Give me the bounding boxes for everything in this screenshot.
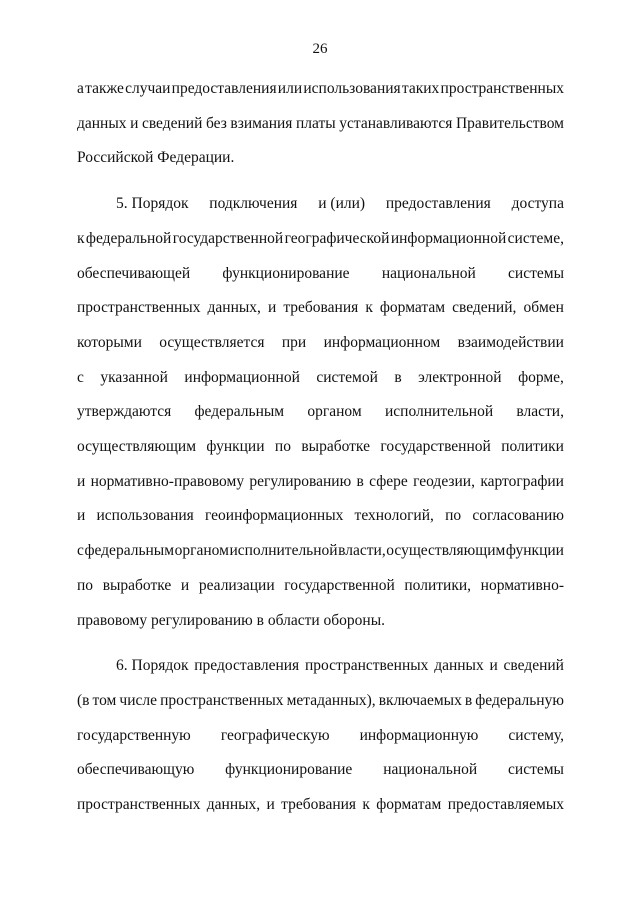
- text-line: [77, 368, 564, 388]
- word: числе: [119, 691, 158, 709]
- word: системы: [508, 264, 564, 282]
- word: информационном: [323, 333, 441, 351]
- word: государственной: [284, 576, 395, 594]
- text-line: [77, 726, 564, 746]
- word: картографии: [480, 472, 564, 490]
- text-line: [77, 264, 564, 284]
- text-line: [77, 541, 564, 561]
- word: сведений,: [452, 299, 517, 317]
- word: правовому: [77, 611, 148, 629]
- word: взаимодействии: [457, 333, 564, 351]
- word: а: [77, 80, 84, 97]
- word: политики: [501, 438, 564, 455]
- word: пространственных: [440, 80, 564, 97]
- word: области: [267, 611, 320, 629]
- word: с: [77, 542, 84, 560]
- word: Правительством: [455, 114, 564, 132]
- word: к: [365, 299, 373, 317]
- word: функции: [206, 438, 265, 455]
- word: сведений: [503, 657, 564, 675]
- word: функционирование: [222, 264, 350, 282]
- word: включаемых: [378, 691, 462, 709]
- word: государственной: [172, 229, 284, 247]
- word: подключения: [209, 195, 298, 213]
- word: в: [256, 611, 264, 629]
- word: пространственных: [77, 299, 201, 317]
- word: использования: [303, 80, 401, 97]
- word: и: [267, 299, 277, 317]
- word: системы: [508, 761, 564, 779]
- text-line: [116, 194, 564, 214]
- word: по: [445, 507, 462, 525]
- word: технологий,: [354, 507, 434, 525]
- word: и: [77, 472, 86, 490]
- word: в: [394, 368, 402, 386]
- word: предоставляемых: [447, 796, 564, 813]
- word: сведений: [141, 114, 203, 132]
- word: указанной: [100, 368, 168, 386]
- word: осуществляющим: [386, 542, 506, 560]
- word: по: [274, 438, 291, 455]
- text-line: [77, 114, 564, 134]
- word: электронной: [418, 368, 502, 386]
- word: без: [205, 114, 227, 132]
- word: требования: [281, 796, 357, 813]
- text-line: [77, 298, 564, 318]
- word: платы: [296, 114, 336, 132]
- word: обмен: [523, 299, 564, 317]
- word: федеральным: [84, 542, 175, 560]
- word: предоставления: [385, 195, 491, 213]
- word: форме,: [518, 368, 564, 386]
- word: форматам: [379, 299, 446, 317]
- word: в: [464, 691, 473, 709]
- word: пространственных: [160, 691, 284, 709]
- word: предоставления: [194, 657, 300, 675]
- word: и: [130, 114, 139, 132]
- text-line: [77, 691, 564, 711]
- word: 6. Порядок: [116, 657, 189, 675]
- word: географической: [284, 229, 390, 247]
- word: функции: [505, 542, 564, 560]
- word: в: [356, 472, 364, 490]
- word: взимания: [230, 114, 293, 132]
- word: географическую: [220, 726, 330, 744]
- word: нормативно-правовому: [90, 472, 245, 490]
- word: и: [180, 576, 190, 594]
- page-number: 26: [312, 41, 328, 57]
- word: информационной: [184, 368, 300, 386]
- word: случаи: [125, 80, 171, 97]
- word: Российской: [77, 149, 154, 167]
- word: требования: [283, 299, 359, 317]
- word: государственной: [380, 438, 491, 455]
- word: метаданных),: [286, 691, 376, 709]
- word: нормативно-: [480, 576, 564, 594]
- word: регулированию: [151, 611, 253, 629]
- word: обеспечивающей: [77, 264, 191, 282]
- word: обороны.: [323, 611, 386, 629]
- word: выработке: [301, 438, 370, 455]
- word: геодезии,: [413, 472, 475, 490]
- word: государственную: [77, 726, 191, 744]
- text-line: [77, 79, 564, 99]
- text-line: [77, 437, 564, 457]
- word: при: [281, 333, 307, 351]
- word: информационную: [359, 726, 479, 744]
- text-line: [77, 611, 564, 631]
- text-line: [77, 506, 564, 526]
- text-line: [77, 576, 564, 596]
- word: и: [77, 507, 86, 525]
- word: пространственных: [77, 796, 201, 813]
- word: федеральную: [475, 691, 564, 709]
- word: использования: [96, 507, 194, 525]
- word: функционирование: [225, 761, 353, 779]
- word: согласованию: [472, 507, 564, 525]
- word: с: [77, 368, 84, 386]
- word: национальной: [381, 264, 476, 282]
- word: также: [85, 80, 124, 97]
- word: к: [362, 796, 370, 813]
- word: федеральной: [85, 229, 172, 247]
- word: доступа: [511, 195, 564, 213]
- word: или: [277, 80, 303, 97]
- word: осуществляющим: [77, 438, 197, 455]
- text-line: [77, 472, 564, 492]
- word: данных: [77, 114, 127, 132]
- word: предоставления: [171, 80, 277, 97]
- word: и (или): [318, 195, 366, 213]
- word: таких: [401, 80, 440, 97]
- word: органом: [174, 542, 229, 560]
- word: Федерации.: [157, 149, 235, 167]
- word: исполнительной: [384, 403, 494, 421]
- word: реализации: [198, 576, 275, 594]
- word: 5. Порядок: [116, 195, 189, 213]
- text-line: [77, 229, 564, 249]
- word: данных,: [206, 796, 261, 813]
- word: утверждаются: [77, 403, 172, 421]
- word: систему,: [508, 726, 564, 744]
- word: национальной: [383, 761, 478, 779]
- word: данных: [434, 657, 484, 675]
- word: которыми: [77, 333, 142, 351]
- word: форматам: [376, 796, 442, 813]
- text-line: [77, 402, 564, 422]
- word: системой: [316, 368, 378, 386]
- word: обеспечивающую: [77, 761, 195, 779]
- word: сфере: [369, 472, 408, 490]
- word: власти,: [338, 542, 386, 560]
- word: органом: [307, 403, 362, 421]
- word: устанавливаются: [339, 114, 453, 132]
- word: геоинформационных: [205, 507, 344, 525]
- word: выработке: [102, 576, 172, 594]
- text-line: [77, 148, 564, 168]
- word: федеральным: [194, 403, 285, 421]
- word: к: [77, 229, 85, 247]
- word: политики,: [404, 576, 472, 594]
- text-line: [77, 333, 564, 353]
- word: регулированию: [249, 472, 352, 490]
- word: и: [489, 657, 498, 675]
- word: информационной: [390, 229, 507, 247]
- word: системе,: [507, 229, 564, 247]
- word: по: [77, 576, 94, 594]
- word: и: [266, 796, 275, 813]
- word: осуществляется: [159, 333, 265, 351]
- text-line: [116, 656, 564, 676]
- text-line: [77, 760, 564, 780]
- word: пространственных: [304, 657, 429, 675]
- text-line: [77, 795, 564, 815]
- word: исполнительной: [229, 542, 338, 560]
- word: власти,: [516, 403, 564, 421]
- word: (в: [77, 691, 90, 709]
- word: данных,: [207, 299, 261, 317]
- word: том: [92, 691, 117, 709]
